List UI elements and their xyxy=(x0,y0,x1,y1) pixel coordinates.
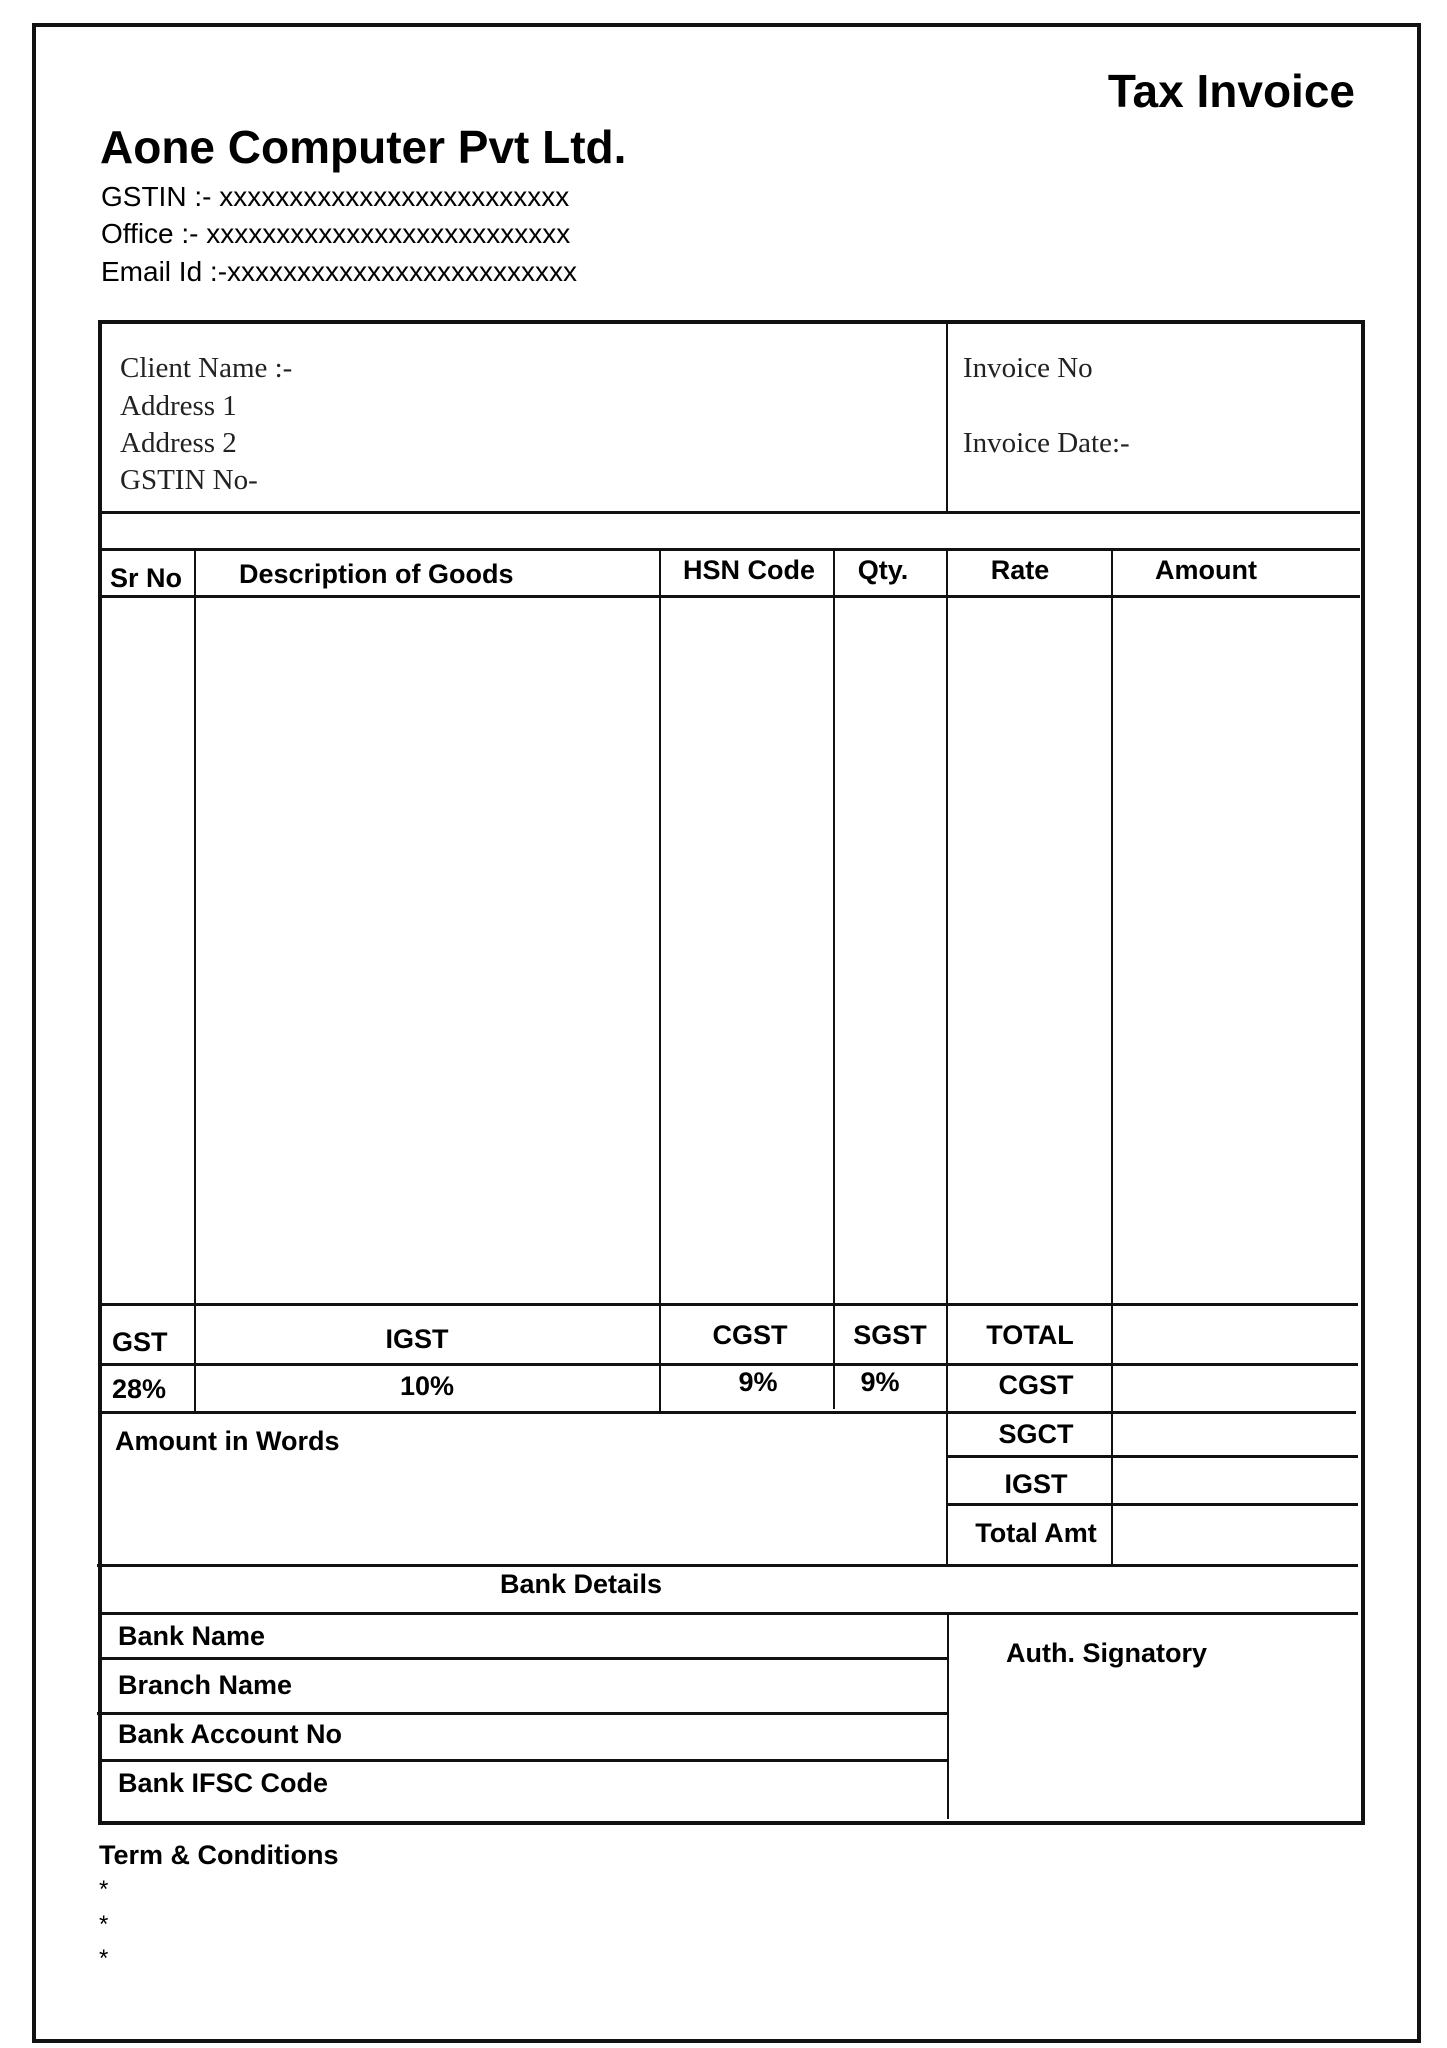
company-email: Email Id :-xxxxxxxxxxxxxxxxxxxxxxxxx xyxy=(101,256,578,287)
company-name: Aone Computer Pvt Ltd. xyxy=(100,121,627,173)
bank-account-no-label: Bank Account No xyxy=(118,1719,343,1749)
column-header-sr-no: Sr No xyxy=(110,563,183,593)
total-label: TOTAL xyxy=(986,1320,1074,1350)
divider xyxy=(100,1657,948,1660)
divider xyxy=(97,1564,1358,1567)
divider xyxy=(100,1363,1358,1366)
column-header-qty: Qty. xyxy=(857,555,909,585)
total-sgct-label: SGCT xyxy=(998,1419,1074,1449)
invoice-number-label: Invoice No xyxy=(963,352,1093,384)
divider xyxy=(100,1759,948,1762)
divider xyxy=(100,1411,1356,1414)
client-gstin-label: GSTIN No- xyxy=(120,464,258,496)
total-amount-label: Total Amt xyxy=(975,1518,1097,1548)
terms-bullet: * xyxy=(99,1945,109,1972)
terms-bullet: * xyxy=(99,1911,109,1938)
company-office: Office :- xxxxxxxxxxxxxxxxxxxxxxxxxx xyxy=(101,218,571,249)
divider xyxy=(947,1503,1358,1506)
tax-header-sgst: SGST xyxy=(853,1320,927,1350)
tax-header-igst: IGST xyxy=(385,1324,449,1354)
client-address2-label: Address 2 xyxy=(120,427,237,459)
column-header-amount: Amount xyxy=(1155,555,1257,585)
total-igst-label: IGST xyxy=(1004,1469,1068,1499)
terms-bullet: * xyxy=(99,1876,109,1903)
amount-in-words-label: Amount in Words xyxy=(115,1426,340,1456)
divider xyxy=(100,595,1360,598)
signatory-divider xyxy=(947,1613,949,1819)
invoice-table-frame xyxy=(98,320,1365,1825)
tax-rate-sgst: 9% xyxy=(860,1367,900,1397)
total-cgst-label: CGST xyxy=(998,1370,1074,1400)
divider xyxy=(100,548,1360,551)
divider xyxy=(100,511,1360,514)
column-line xyxy=(194,549,196,1412)
branch-name-label: Branch Name xyxy=(118,1670,293,1700)
column-line xyxy=(659,549,661,1412)
document-title: Tax Invoice xyxy=(1107,65,1355,117)
divider xyxy=(100,1303,1358,1306)
column-header-description: Description of Goods xyxy=(239,559,514,589)
tax-rate-gst: 28% xyxy=(112,1374,167,1404)
bank-details-title: Bank Details xyxy=(499,1569,663,1599)
auth-signatory-label: Auth. Signatory xyxy=(1006,1638,1207,1668)
tax-rate-cgst: 9% xyxy=(738,1367,778,1397)
column-header-rate: Rate xyxy=(990,555,1050,585)
divider xyxy=(97,1712,947,1715)
column-line xyxy=(833,549,835,1409)
divider xyxy=(100,1612,1358,1615)
tax-rate-igst: 10% xyxy=(399,1371,455,1401)
terms-title: Term & Conditions xyxy=(99,1840,339,1870)
bank-ifsc-label: Bank IFSC Code xyxy=(118,1768,329,1798)
tax-header-cgst: CGST xyxy=(712,1320,788,1350)
company-gstin: GSTIN :- xxxxxxxxxxxxxxxxxxxxxxxxx xyxy=(101,181,570,212)
invoice-date-label: Invoice Date:- xyxy=(963,427,1130,459)
tax-header-gst: GST xyxy=(112,1327,168,1357)
client-divider xyxy=(946,320,948,512)
column-header-hsn-code: HSN Code xyxy=(682,555,816,585)
bank-name-label: Bank Name xyxy=(118,1621,266,1651)
client-address1-label: Address 1 xyxy=(120,390,237,422)
divider xyxy=(947,1455,1358,1458)
client-name-label: Client Name :- xyxy=(120,352,293,384)
